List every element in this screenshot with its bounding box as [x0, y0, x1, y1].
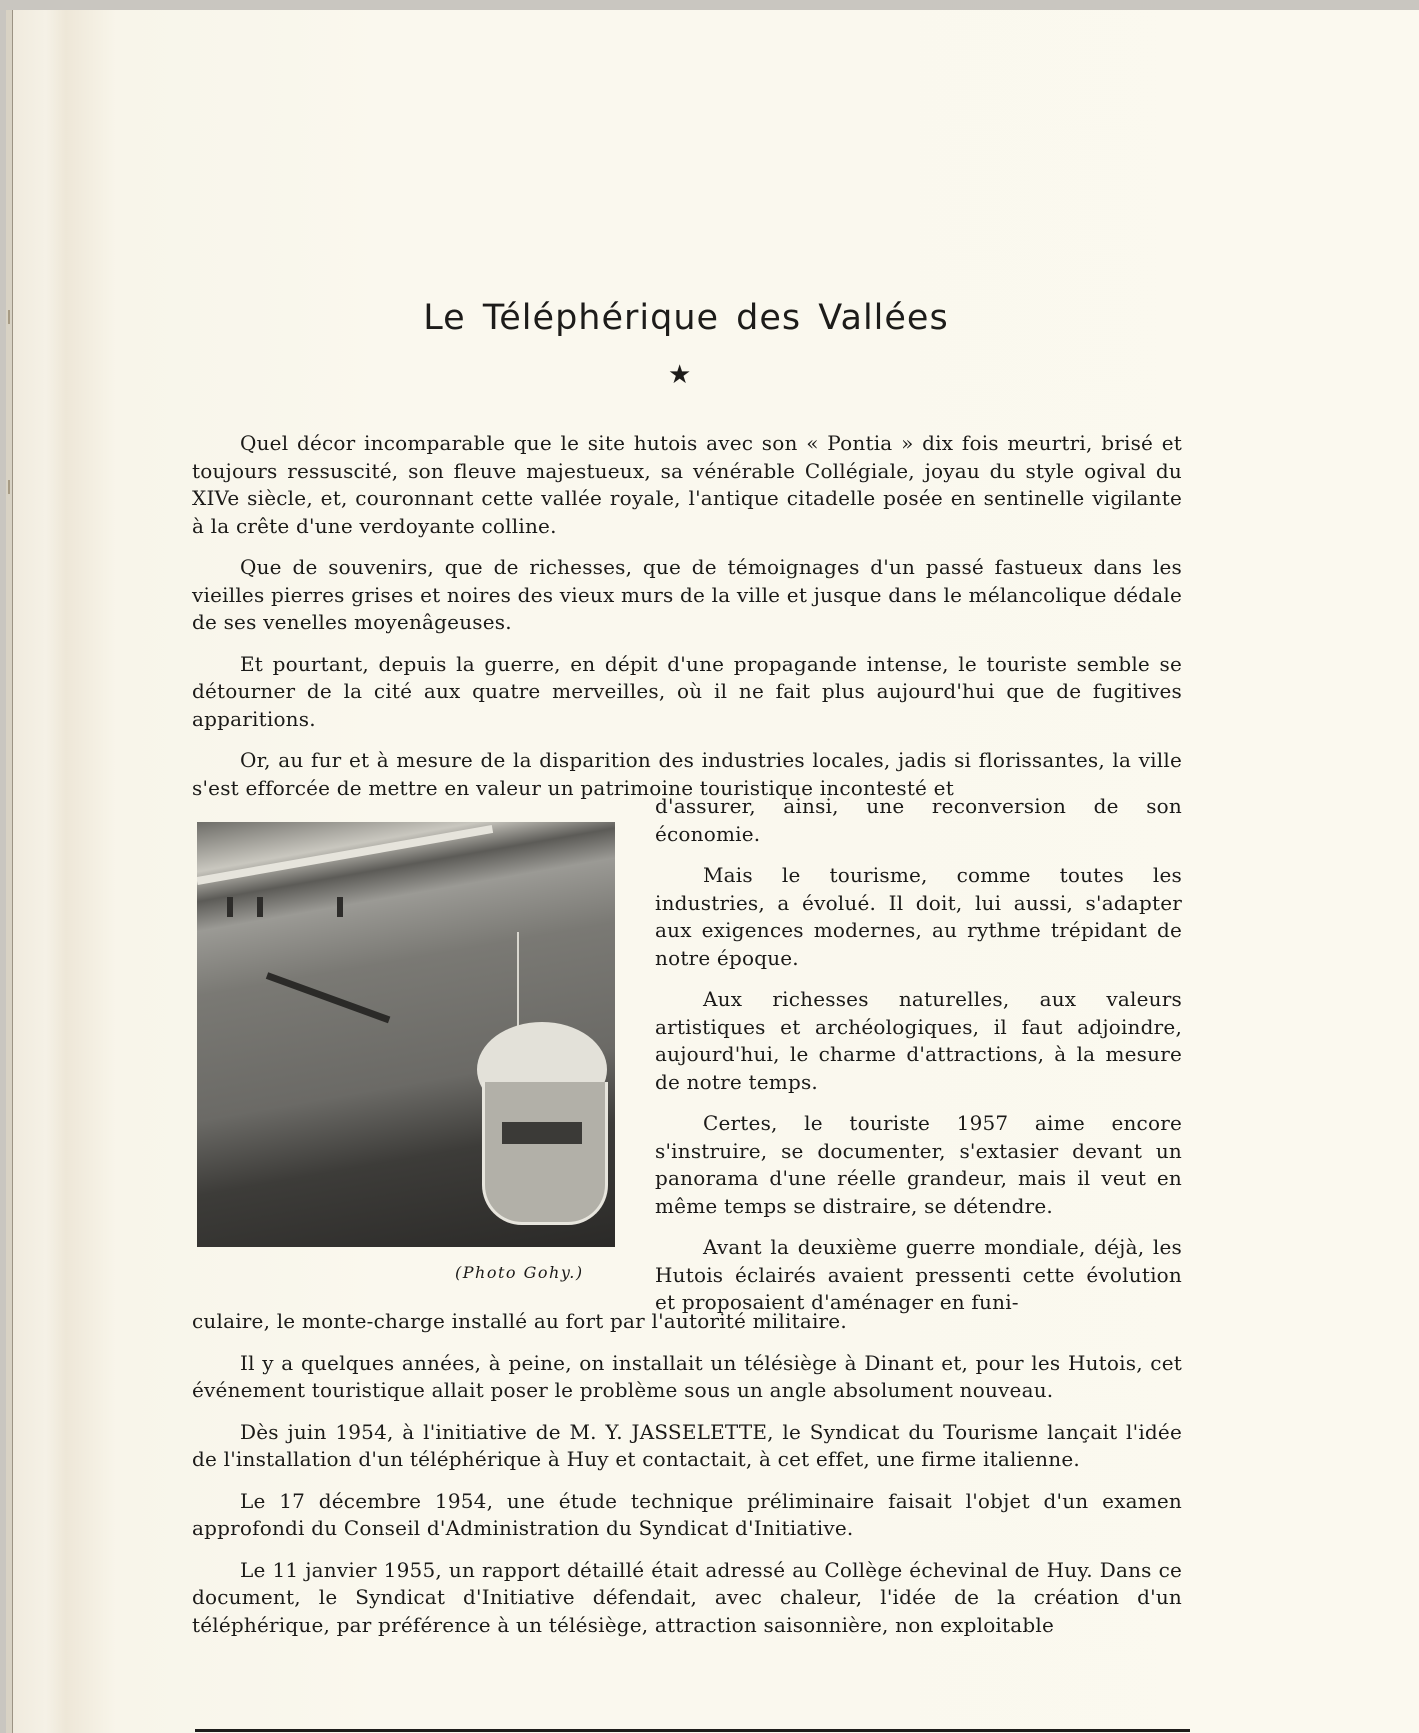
- paragraph: Le 17 décembre 1954, une étude technique préliminaire faisait l'objet d'un examen approfondi du Conseil d'Administration du Syndicat d'Initiative.: [192, 1488, 1182, 1540]
- bridge-pier: [257, 897, 263, 917]
- gondola-photo: [197, 822, 615, 1247]
- paragraph: Avant la deuxième guerre mondiale, déjà, les Hutois éclairés avaient pressenti cette évolution et proposaient d'aménager en funi-: [655, 1235, 1182, 1314]
- footer-rule: [195, 1729, 1190, 1732]
- paragraph: Or, au fur et à mesure de la disparition des industries locales, jadis si florissantes, la ville s'est efforcée de mettre en valeur un patrimoine touristique incontesté et: [192, 748, 1182, 800]
- paragraph: Quel décor incomparable que le site hutois avec son « Pontia » dix fois meurtri, brisé et toujours ressuscité, son fleuve majestueux, sa vénérable Collégiale, joyau du style ogival du XIVe siècle, et, couronnant cette vallée royale, l'antique citadelle posée en sentinelle vigilante à la crête d'une verdoyante colline.: [192, 431, 1182, 538]
- body-text-top: [192, 430, 1182, 802]
- gondola-window: [502, 1122, 582, 1144]
- bridge-pier: [227, 897, 233, 917]
- bridge-pier: [337, 897, 343, 917]
- paragraph: Aux richesses naturelles, aux valeurs artistiques et archéologiques, il faut adjoindre, aujourd'hui, le charme d'attractions, à la mesure de notre temps.: [655, 987, 1182, 1094]
- paragraph: Que de souvenirs, que de richesses, que de témoignages d'un passé fastueux dans les vieilles pierres grises et noires des vieux murs de la ville et jusque dans le mélancolique dédale de ses venelles moyenâgeuses.: [192, 555, 1182, 634]
- boat-shape: [266, 972, 391, 1023]
- paragraph: Et pourtant, depuis la guerre, en dépit d'une propagande intense, le touriste semble se détourner de la cité aux quatre merveilles, où il ne fait plus aujourd'hui que de fugitives apparitions.: [192, 651, 1182, 731]
- body-text-bottom: [192, 1308, 1182, 1639]
- paragraph: d'assurer, ainsi, une reconversion de son économie.: [655, 794, 1182, 846]
- paragraph: Certes, le touriste 1957 aime encore s'instruire, se documenter, s'extasier devant un panorama d'une réelle grandeur, mais il veut en même temps se distraire, se détendre.: [655, 1111, 1182, 1218]
- body-text-beside-photo: [655, 793, 1182, 1317]
- paragraph: Il y a quelques années, à peine, on installait un télésiège à Dinant et, pour les Hutois, cet événement touristique allait poser le problème sous un angle absolument nouveau.: [192, 1350, 1182, 1402]
- paragraph: culaire, le monte-charge installé au fort par l'autorité militaire.: [192, 1309, 847, 1333]
- page-spine: [6, 10, 13, 1733]
- paragraph: Le 11 janvier 1955, un rapport détaillé était adressé au Collège échevinal de Huy. Dans ce document, le Syndicat d'Initiative défendait, avec chaleur, l'idée de la création d'un téléphérique, par préférence à un télésiège, attraction saisonnière, non exploitable: [192, 1557, 1182, 1637]
- bridge-shape: [197, 825, 493, 885]
- photo-caption: (Photo Gohy.): [455, 1263, 584, 1282]
- paragraph: Mais le tourisme, comme toutes les industries, a évolué. Il doit, lui aussi, s'adapter aux exigences modernes, au rythme trépidant de notre époque.: [655, 863, 1182, 970]
- paragraph: Dès juin 1954, à l'initiative de M. Y. JASSELETTE, le Syndicat du Tourisme lançait l'idée de l'installation d'un téléphérique à Huy et contactait, à cet effet, une firme italienne.: [192, 1419, 1182, 1471]
- star-ornament-icon: ★: [668, 360, 692, 390]
- binding-stitch: [8, 480, 20, 494]
- article-title: Le Téléphérique des Vallées: [423, 298, 949, 338]
- gondola-body: [482, 1082, 608, 1225]
